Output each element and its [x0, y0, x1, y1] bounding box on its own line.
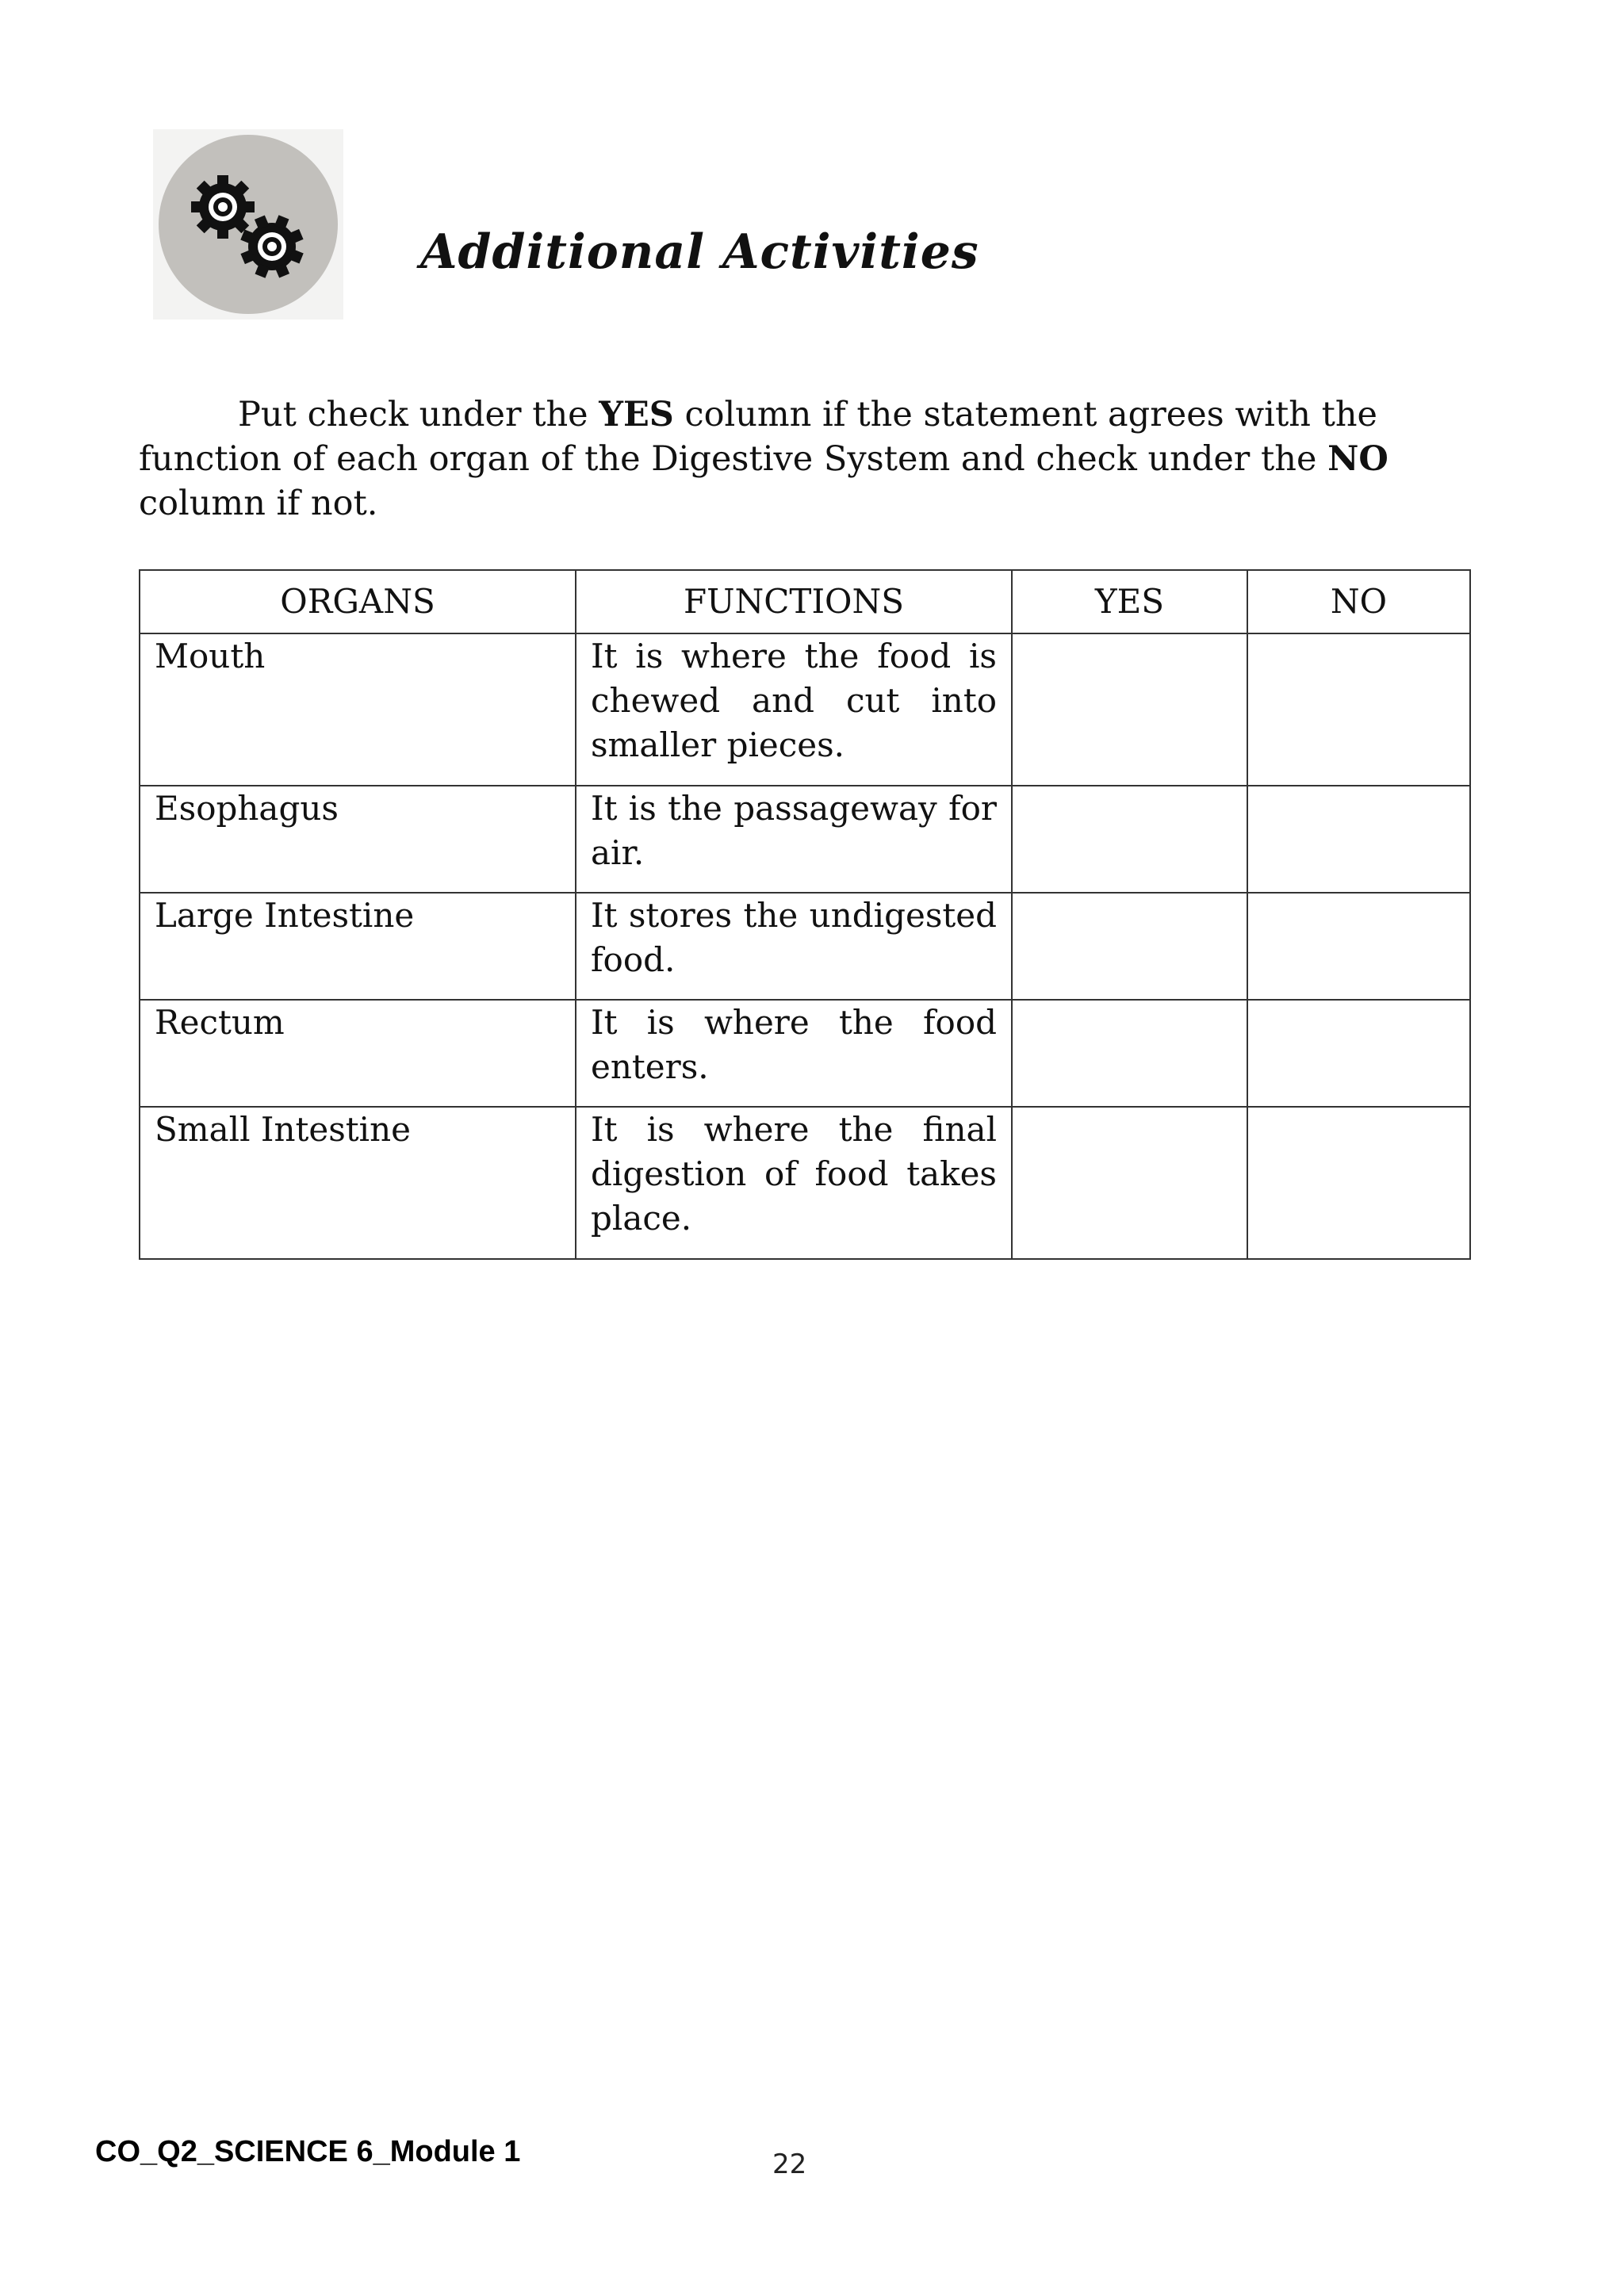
module-code: CO_Q2_SCIENCE 6_Module 1 [95, 2135, 521, 2168]
organ-cell: Mouth [140, 633, 576, 786]
table-row [140, 1000, 1470, 1107]
table-row [140, 1107, 1470, 1259]
instructions-text-3: column if not. [139, 484, 378, 523]
table-row [140, 633, 1470, 786]
table-row [140, 786, 1470, 893]
function-cell: It is where the food is chewed and cut into smaller pieces. [576, 633, 1012, 786]
instructions-text-2: column if the statement agrees with the function of each organ of the Digestive System and check under the [139, 395, 1378, 479]
no-keyword: NO [1327, 439, 1388, 479]
yes-cell[interactable] [1012, 633, 1247, 786]
yes-keyword: YES [599, 395, 674, 434]
instructions-text-1: Put check under the [238, 395, 599, 434]
no-cell[interactable] [1247, 1107, 1470, 1259]
organ-cell: Esophagus [140, 786, 576, 893]
page-title: Additional Activities [420, 224, 979, 280]
instructions [139, 392, 1423, 526]
organ-cell: Rectum [140, 1000, 576, 1107]
table-row [140, 893, 1470, 1000]
header-no: NO [1247, 570, 1470, 633]
organ-cell: Large Intestine [140, 893, 576, 1000]
no-cell[interactable] [1247, 1000, 1470, 1107]
yes-cell[interactable] [1012, 893, 1247, 1000]
no-cell[interactable] [1247, 633, 1470, 786]
organ-cell: Small Intestine [140, 1107, 576, 1259]
page-number: 22 [772, 2149, 807, 2180]
gears-icon [153, 129, 343, 320]
yes-cell[interactable] [1012, 1000, 1247, 1107]
no-cell[interactable] [1247, 786, 1470, 893]
header-yes: YES [1012, 570, 1247, 633]
table-header-row [140, 570, 1470, 633]
yes-cell[interactable] [1012, 786, 1247, 893]
function-cell: It is the passageway for air. [576, 786, 1012, 893]
function-cell: It is where the food enters. [576, 1000, 1012, 1107]
function-cell: It is where the final digestion of food takes place. [576, 1107, 1012, 1259]
activity-table [139, 569, 1471, 1260]
header-organs: ORGANS [140, 570, 576, 633]
header-functions: FUNCTIONS [576, 570, 1012, 633]
yes-cell[interactable] [1012, 1107, 1247, 1259]
no-cell[interactable] [1247, 893, 1470, 1000]
function-cell: It stores the undigested food. [576, 893, 1012, 1000]
